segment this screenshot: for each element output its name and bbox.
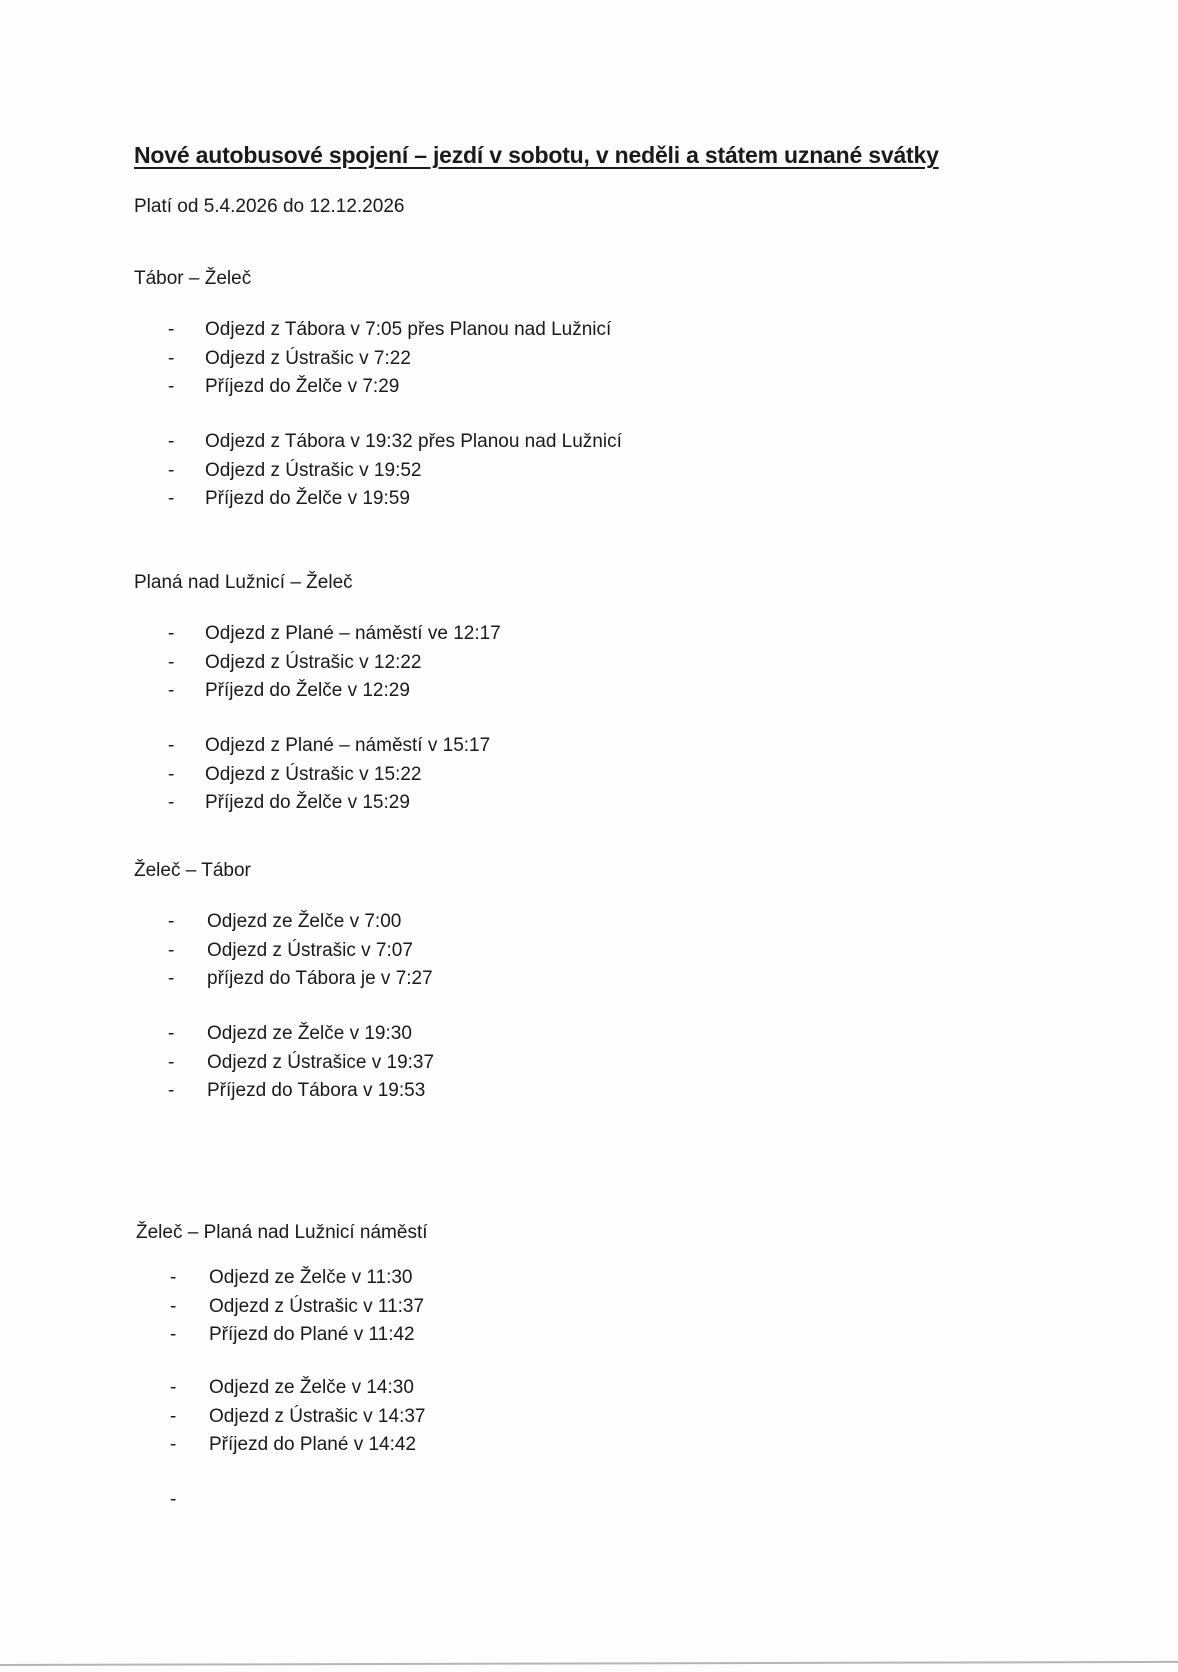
route-title: Želeč – Tábor xyxy=(134,860,251,881)
trip-group xyxy=(134,316,834,402)
bullet-dash: - xyxy=(168,459,175,481)
trip-group-empty xyxy=(136,1486,836,1515)
list-item: - Odjezd z Ústrašice v 19:37 xyxy=(134,1049,834,1078)
list-item: - Příjezd do Želče v 15:29 xyxy=(134,789,834,818)
list-item: - Příjezd do Tábora v 19:53 xyxy=(134,1077,834,1106)
list-item: - Příjezd do Plané v 11:42 xyxy=(136,1321,836,1350)
list-item-empty xyxy=(136,1486,836,1515)
scan-edge-line xyxy=(0,1661,1178,1666)
bullet-dash: - xyxy=(168,1051,175,1073)
trip-group xyxy=(134,428,834,514)
bullet-dash: - xyxy=(170,1295,177,1317)
list-item: - Odjezd z Ústrašic v 19:52 xyxy=(134,457,834,486)
bullet-dash: - xyxy=(168,488,175,510)
list-item: - Odjezd z Ústrašic v 12:22 xyxy=(134,649,834,678)
list-item: - Odjezd z Ústrašic v 7:22 xyxy=(134,345,834,374)
bullet-dash: - xyxy=(170,1405,177,1427)
list-item: - Příjezd do Želče v 12:29 xyxy=(134,677,834,706)
trip-group xyxy=(136,1374,836,1460)
list-item: - Příjezd do Plané v 14:42 xyxy=(136,1431,836,1460)
list-item: - Odjezd ze Želče v 7:00 xyxy=(134,908,834,937)
bullet-dash: - xyxy=(168,1080,175,1102)
list-item: - Odjezd z Tábora v 7:05 přes Planou nad Lužnicí xyxy=(134,316,834,345)
bullet-dash: - xyxy=(170,1489,177,1511)
bullet-dash: - xyxy=(168,319,175,340)
route-section-tabor-zelec xyxy=(134,268,834,514)
bullet-dash: - xyxy=(170,1377,177,1399)
route-title: Želeč – Planá nad Lužnicí náměstí xyxy=(136,1222,428,1243)
bullet-dash: - xyxy=(170,1267,177,1288)
bullet-dash: - xyxy=(168,376,175,398)
route-title: Planá nad Lužnicí – Želeč xyxy=(134,572,353,593)
list-item: - Příjezd do Želče v 19:59 xyxy=(134,485,834,514)
list-item: - Odjezd ze Želče v 14:30 xyxy=(136,1374,836,1403)
trip-group xyxy=(134,732,834,818)
route-section-zelec-tabor xyxy=(134,860,834,1106)
bullet-dash: - xyxy=(168,968,175,990)
validity-period: Platí od 5.4.2026 do 12.12.2026 xyxy=(134,196,405,217)
bullet-dash: - xyxy=(168,735,175,757)
trip-group xyxy=(134,908,834,994)
list-item: - Příjezd do Želče v 7:29 xyxy=(134,373,834,402)
bullet-dash: - xyxy=(168,651,175,673)
bullet-dash: - xyxy=(168,623,175,644)
bullet-dash: - xyxy=(168,347,175,369)
bullet-dash: - xyxy=(168,431,175,453)
bullet-dash: - xyxy=(170,1434,177,1456)
list-item: - příjezd do Tábora je v 7:27 xyxy=(134,965,834,994)
list-item: - Odjezd ze Želče v 19:30 xyxy=(134,1020,834,1049)
list-item: - Odjezd z Plané – náměstí v 15:17 xyxy=(134,732,834,761)
list-item: - Odjezd ze Želče v 11:30 xyxy=(136,1264,836,1293)
bullet-dash: - xyxy=(168,1023,175,1045)
list-item: - Odjezd z Ústrašic v 7:07 xyxy=(134,937,834,966)
list-item: - Odjezd z Ústrašic v 15:22 xyxy=(134,761,834,790)
list-item: - Odjezd z Ústrašic v 14:37 xyxy=(136,1403,836,1432)
list-item: - Odjezd z Tábora v 19:32 přes Planou nad Lužnicí xyxy=(134,428,834,457)
document-title: Nové autobusové spojení – jezdí v sobotu, v neděli a státem uznané svátky xyxy=(134,142,939,168)
bullet-dash: - xyxy=(168,680,175,702)
bullet-dash: - xyxy=(168,763,175,785)
trip-group xyxy=(136,1264,836,1350)
bullet-dash: - xyxy=(168,939,175,961)
list-item: - Odjezd z Plané – náměstí ve 12:17 xyxy=(134,620,834,649)
bullet-dash: - xyxy=(170,1324,177,1346)
trip-group xyxy=(134,620,834,706)
bullet-dash: - xyxy=(168,792,175,814)
route-title: Tábor – Želeč xyxy=(134,268,252,289)
route-section-zelec-plana xyxy=(136,1222,836,1515)
list-item: - Odjezd z Ústrašic v 11:37 xyxy=(136,1293,836,1322)
bullet-dash: - xyxy=(168,911,175,932)
trip-group xyxy=(134,1020,834,1106)
route-section-plana-zelec xyxy=(134,572,834,818)
